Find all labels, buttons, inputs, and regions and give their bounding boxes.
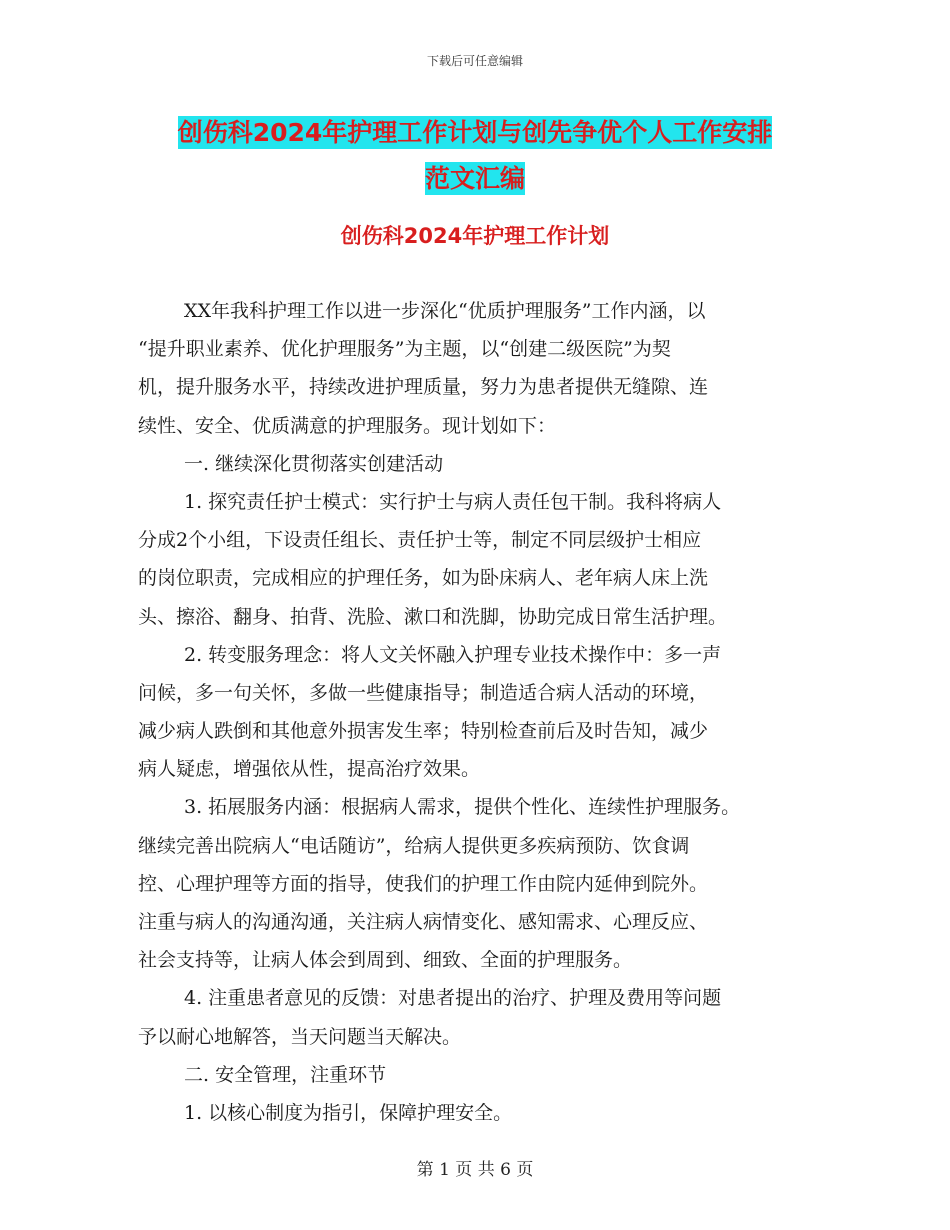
text-line: 的岗位职责，完成相应的护理任务，如为卧床病人、老年病人床上洗 xyxy=(138,567,709,590)
text-line: 减少病人跌倒和其他意外损害发生率；特别检查前后及时告知，减少 xyxy=(138,720,709,743)
text-line: 予以耐心地解答，当天问题当天解决。 xyxy=(138,1025,462,1048)
text-line: 1. 探究责任护士模式：实行护士与病人责任包干制。我科将病人 xyxy=(184,490,722,513)
text-line: 分成2个小组，下设责任组长、责任护士等，制定不同层级护士相应 xyxy=(138,529,702,552)
text-line: 4. 注重患者意见的反馈：对患者提出的治疗、护理及费用等问题 xyxy=(184,987,722,1010)
document-title xyxy=(0,110,950,202)
text-line: 1. 以核心制度为指引，保障护理安全。 xyxy=(184,1101,513,1124)
title-line-1: 创伤科2024年护理工作计划与创先争优个人工作安排 xyxy=(177,118,773,147)
text-line: 二. 安全管理，注重环节 xyxy=(184,1063,387,1086)
text-line: 一. 继续深化贯彻落实创建活动 xyxy=(184,452,444,475)
text-line: 注重与病人的沟通沟通，关注病人病情变化、感知需求、心理反应、 xyxy=(138,911,709,933)
text-line: 问候，多一句关怀，多做一些健康指导；制造适合病人活动的环境， xyxy=(138,681,709,704)
text-line: 机，提升服务水平，持续改进护理质量，努力为患者提供无缝隙、连 xyxy=(138,376,709,399)
body-text xyxy=(138,292,828,1132)
text-line: XX年我科护理工作以进一步深化“优质护理服务”工作内涵，以 xyxy=(184,300,706,322)
page-footer: 第 1 页 共 6 页 xyxy=(416,1160,534,1180)
text-line: “提升职业素养、优化护理服务”为主题，以“创建二级医院”为契 xyxy=(138,338,671,361)
text-line: 社会支持等，让病人体会到周到、细致、全面的护理服务。 xyxy=(138,949,633,972)
text-line: 病人疑虑，增强依从性，提高治疗效果。 xyxy=(138,758,481,781)
text-line: 控、心理护理等方面的指导，使我们的护理工作由院内延伸到院外。 xyxy=(138,872,709,895)
text-line: 继续完善出院病人“电话随访”，给病人提供更多疾病预防、饮食调 xyxy=(138,834,690,857)
section-title: 创伤科2024年护理工作计划 xyxy=(340,224,610,248)
title-line-2: 范文汇编 xyxy=(424,164,525,193)
text-line: 头、擦浴、翻身、拍背、洗脸、漱口和洗脚，协助完成日常生活护理。 xyxy=(138,605,728,628)
header-note: 下载后可任意编辑 xyxy=(426,54,523,68)
text-line: 2. 转变服务理念：将人文关怀融入护理专业技术操作中：多一声 xyxy=(184,643,722,666)
text-line: 续性、安全、优质满意的护理服务。现计划如下： xyxy=(138,414,557,437)
text-line: 3. 拓展服务内涵：根据病人需求，提供个性化、连续性护理服务。 xyxy=(184,796,741,819)
